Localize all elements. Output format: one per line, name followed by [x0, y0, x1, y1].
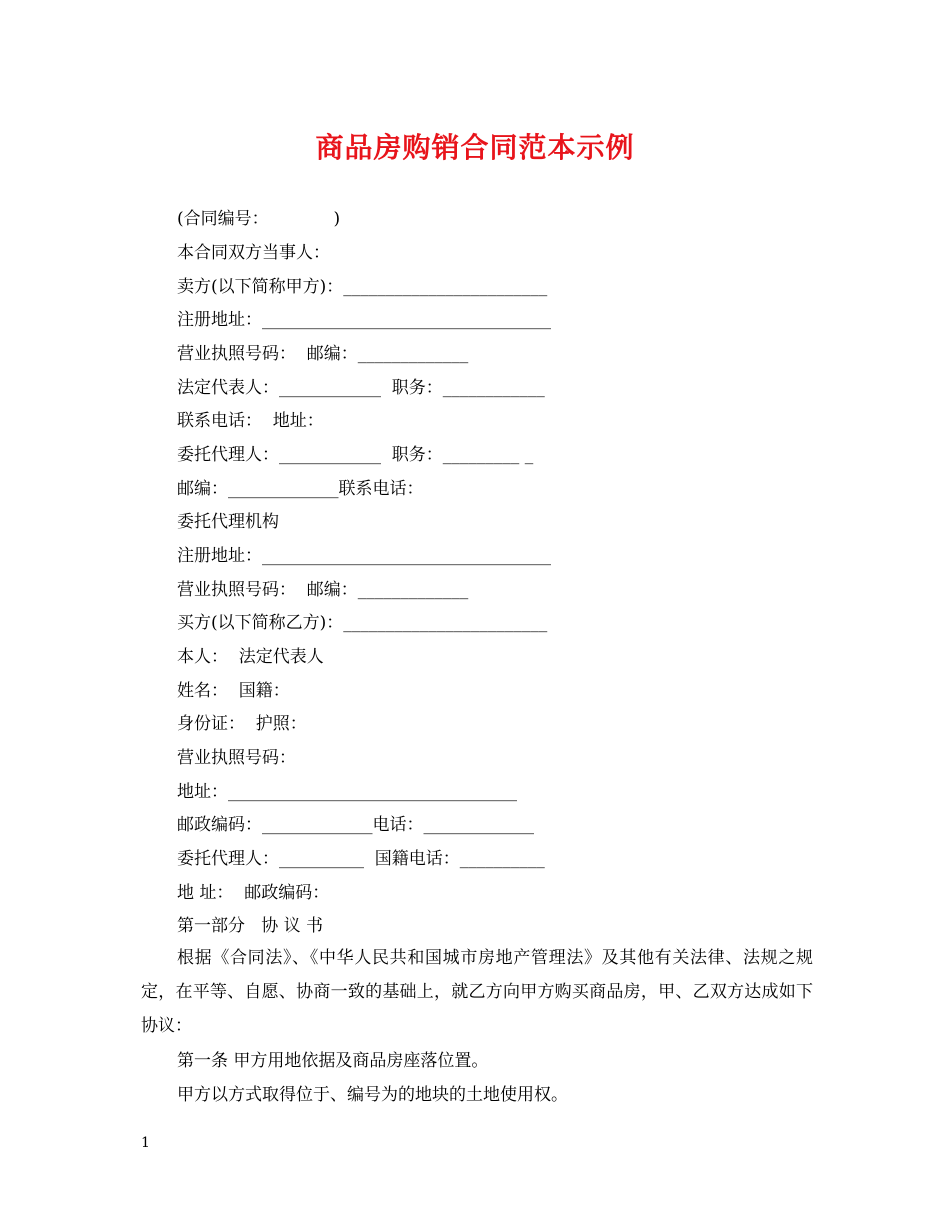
seller-legal-rep-line: 法定代表人：____________ 职务：____________	[177, 378, 545, 398]
article-1-body: 甲方以方式取得位于、编号为的地块的土地使用权。	[177, 1085, 568, 1105]
buyer-line: 买方(以下简称乙方)：________________________	[177, 613, 548, 633]
article-1-heading: 第一条 甲方用地依据及商品房座落位置。	[177, 1051, 489, 1071]
part-one-heading: 第一部分 协 议 书	[177, 916, 324, 936]
page-number: 1	[141, 1135, 150, 1151]
agency-registered-address-line: 注册地址：__________________________________	[177, 546, 551, 566]
seller-agent-line: 委托代理人：____________ 职务：_________ _	[177, 445, 534, 465]
page-title: 商品房购销合同范本示例	[315, 131, 635, 164]
seller-phone-address-line: 联系电话： 地址：	[177, 411, 324, 431]
buyer-license-line: 营业执照号码：	[177, 748, 296, 768]
agency-heading: 委托代理机构	[177, 512, 279, 532]
buyer-address-line: 地址：__________________________________	[177, 782, 517, 802]
seller-registered-address-line: 注册地址：__________________________________	[177, 310, 551, 330]
buyer-type-line: 本人： 法定代表人	[177, 647, 324, 667]
agreement-paragraph: 根据《合同法》、《中华人民共和国城市房地产管理法》及其他有关法律、法规之规定，在平等、自愿、协商一致的基础上，就乙方向甲方购买商品房，甲、乙双方达成如下协议：	[141, 948, 813, 1036]
parties-heading: 本合同双方当事人：	[177, 243, 330, 263]
contract-number-line: (合同编号： )	[177, 209, 341, 229]
buyer-name-nationality-line: 姓名： 国籍：	[177, 681, 290, 701]
buyer-postcode-phone-line: 邮政编码：_____________电话：_____________	[177, 815, 534, 835]
seller-line: 卖方(以下简称甲方)：________________________	[177, 277, 548, 297]
buyer-agent-line: 委托代理人：__________ 国籍电话：__________	[177, 849, 545, 869]
buyer-id-passport-line: 身份证： 护照：	[177, 714, 307, 734]
seller-agent-postcode-line: 邮编：_____________联系电话：	[177, 479, 424, 499]
seller-license-postcode-line: 营业执照号码： 邮编：_____________	[177, 344, 469, 364]
agency-license-postcode-line: 营业执照号码： 邮编：_____________	[177, 580, 469, 600]
buyer-address-postcode-line: 地 址： 邮政编码：	[177, 883, 330, 903]
